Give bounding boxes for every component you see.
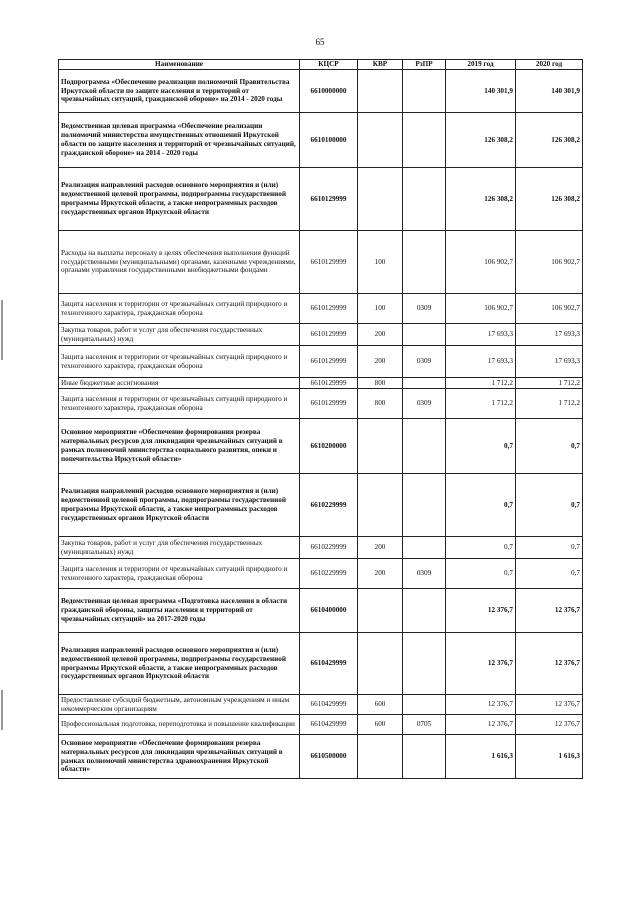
- row-2019: 12 376,7: [446, 695, 516, 715]
- row-kcsr: 6610229999: [300, 474, 358, 537]
- table-row: [59, 389, 583, 419]
- row-name: Реализация направлений расходов основного мероприятия и (или) ведомственной целевой программы, подпрограммы государственной программы Иркутской области, а также непрограммных расходов государственных органов Иркутской области: [59, 168, 300, 231]
- row-2019: 140 301,9: [446, 70, 516, 113]
- header-rzpr: РзПР: [403, 60, 446, 70]
- row-kvr: 200: [358, 537, 403, 559]
- table-row: [59, 559, 583, 589]
- row-2020: 126 308,2: [516, 113, 583, 168]
- row-kcsr: 6610500000: [300, 735, 358, 779]
- row-2019: 17 693,3: [446, 324, 516, 346]
- row-kvr: 100: [358, 294, 403, 324]
- table-header-row: [59, 60, 583, 70]
- table-row: [59, 168, 583, 231]
- row-2020: 1 712,2: [516, 389, 583, 419]
- row-rzpr: 0309: [403, 294, 446, 324]
- row-2019: 106 902,7: [446, 294, 516, 324]
- row-name: Иные бюджетные ассигнования: [59, 378, 300, 389]
- row-name: Защита населения и территории от чрезвычайных ситуаций природного и техногенного характера, гражданская оборона: [59, 294, 300, 324]
- row-kcsr: 6610229999: [300, 537, 358, 559]
- row-rzpr: [403, 633, 446, 695]
- row-kcsr: 6610129999: [300, 389, 358, 419]
- row-2020: 0,7: [516, 537, 583, 559]
- row-kcsr: 6610129999: [300, 378, 358, 389]
- row-2020: 106 902,7: [516, 294, 583, 324]
- row-rzpr: [403, 695, 446, 715]
- header-2020: 2020 год: [516, 60, 583, 70]
- row-rzpr: [403, 231, 446, 294]
- table-row: [59, 589, 583, 633]
- row-rzpr: [403, 378, 446, 389]
- row-2020: 12 376,7: [516, 695, 583, 715]
- budget-table: [58, 59, 583, 779]
- table-row: [59, 70, 583, 113]
- row-kvr: 200: [358, 346, 403, 378]
- row-2019: 1 616,3: [446, 735, 516, 779]
- header-kvr: КВР: [358, 60, 403, 70]
- table-row: [59, 346, 583, 378]
- table-row: [59, 324, 583, 346]
- scan-edge-mark: [1, 300, 3, 360]
- row-name: Защита населения и территории от чрезвычайных ситуаций природного и техногенного характера, гражданская оборона: [59, 346, 300, 378]
- page-number: 65: [315, 37, 325, 47]
- row-kcsr: 6610429999: [300, 633, 358, 695]
- header-2019: 2019 год: [446, 60, 516, 70]
- row-kvr: [358, 113, 403, 168]
- row-kcsr: 6610100000: [300, 113, 358, 168]
- row-kvr: 800: [358, 378, 403, 389]
- row-kcsr: 6610129999: [300, 294, 358, 324]
- row-name: Ведомственная целевая программа «Подготовка населения в области гражданской обороны, защиты населения и территорий от чрезвычайных ситуаций» на 2017-2020 годы: [59, 589, 300, 633]
- table-row: [59, 633, 583, 695]
- row-2019: 1 712,2: [446, 389, 516, 419]
- row-kvr: 800: [358, 389, 403, 419]
- row-name: Защита населения и территории от чрезвычайных ситуаций природного и техногенного характера, гражданская оборона: [59, 389, 300, 419]
- row-2019: 0,7: [446, 474, 516, 537]
- row-name: Ведомственная целевая программа «Обеспечение реализации полномочий министерства имущественных отношений Иркутской области по защите населения и территорий от чрезвычайных ситуаций, гражданской обороне» на 2014 - 2020 годы: [59, 113, 300, 168]
- row-name: Защита населения и территории от чрезвычайных ситуаций природного и техногенного характера, гражданская оборона: [59, 559, 300, 589]
- row-2020: 0,7: [516, 559, 583, 589]
- row-kvr: 200: [358, 559, 403, 589]
- row-2019: 106 902,7: [446, 231, 516, 294]
- row-2020: 1 712,2: [516, 378, 583, 389]
- table-row: [59, 735, 583, 779]
- row-name: Основное мероприятие «Обеспечение формирования резерва материальных ресурсов для ликвидации чрезвычайных ситуаций в рамках полномочий министерства здравоохранения Иркутской области»: [59, 735, 300, 779]
- row-rzpr: [403, 324, 446, 346]
- row-name: Профессиональная подготовка, переподготовка и повышение квалификации: [59, 715, 300, 735]
- row-kcsr: 6610129999: [300, 168, 358, 231]
- row-kcsr: 6610229999: [300, 559, 358, 589]
- row-2020: 0,7: [516, 474, 583, 537]
- row-2019: 0,7: [446, 559, 516, 589]
- row-rzpr: [403, 168, 446, 231]
- row-2019: 12 376,7: [446, 589, 516, 633]
- row-2019: 1 712,2: [446, 378, 516, 389]
- table-row: [59, 419, 583, 474]
- row-2020: 106 902,7: [516, 231, 583, 294]
- row-kvr: [358, 735, 403, 779]
- row-kvr: [358, 70, 403, 113]
- row-2020: 12 376,7: [516, 589, 583, 633]
- row-name: Предоставление субсидий бюджетным, автономным учреждениям и иным некоммерческим организациям: [59, 695, 300, 715]
- row-kvr: [358, 474, 403, 537]
- table-row: [59, 474, 583, 537]
- row-2020: 0,7: [516, 419, 583, 474]
- row-kcsr: 6610429999: [300, 715, 358, 735]
- row-2019: 126 308,2: [446, 113, 516, 168]
- row-kvr: [358, 633, 403, 695]
- table-row: [59, 378, 583, 389]
- row-2020: 140 301,9: [516, 70, 583, 113]
- row-2019: 17 693,3: [446, 346, 516, 378]
- row-rzpr: [403, 70, 446, 113]
- row-kvr: 600: [358, 695, 403, 715]
- row-rzpr: 0309: [403, 346, 446, 378]
- row-kvr: [358, 168, 403, 231]
- row-kvr: 100: [358, 231, 403, 294]
- row-rzpr: [403, 474, 446, 537]
- row-name: Реализация направлений расходов основного мероприятия и (или) ведомственной целевой программы, подпрограммы государственной программы Иркутской области, а также непрограммных расходов государственных органов Иркутской области: [59, 633, 300, 695]
- row-rzpr: [403, 735, 446, 779]
- row-2020: 126 308,2: [516, 168, 583, 231]
- row-name: Расходы на выплаты персоналу в целях обеспечения выполнения функций государственными (муниципальными) органами, казенными учреждениями, органами управления государственными внебюджетными фондами: [59, 231, 300, 294]
- row-name: Закупка товаров, работ и услуг для обеспечения государственных (муниципальных) нужд: [59, 324, 300, 346]
- row-2019: 12 376,7: [446, 715, 516, 735]
- row-kcsr: 6610129999: [300, 346, 358, 378]
- row-name: Реализация направлений расходов основного мероприятия и (или) ведомственной целевой программы, подпрограммы государственной программы Иркутской области, а также непрограммных расходов государственных органов Иркутской области: [59, 474, 300, 537]
- row-name: Основное мероприятие «Обеспечение формирования резерва материальных ресурсов для ликвидации чрезвычайных ситуаций в рамках полномочий министерства социального развития, опеки и попечительства Иркутской области»: [59, 419, 300, 474]
- row-name: Подпрограмма «Обеспечение реализации полномочий Правительства Иркутской области по защите населения и территорий от чрезвычайных ситуаций, гражданской обороне» на 2014 - 2020 годы: [59, 70, 300, 113]
- table-row: [59, 695, 583, 715]
- scan-edge-mark: [1, 690, 3, 730]
- header-kcsr: КЦСР: [300, 60, 358, 70]
- row-kcsr: 6610429999: [300, 695, 358, 715]
- row-rzpr: [403, 419, 446, 474]
- table-row: [59, 113, 583, 168]
- row-kcsr: 6610400000: [300, 589, 358, 633]
- row-2020: 12 376,7: [516, 633, 583, 695]
- row-kcsr: 6610129999: [300, 231, 358, 294]
- row-kcsr: 6610000000: [300, 70, 358, 113]
- row-2020: 17 693,3: [516, 346, 583, 378]
- row-kvr: [358, 419, 403, 474]
- row-rzpr: 0309: [403, 389, 446, 419]
- row-rzpr: 0705: [403, 715, 446, 735]
- table-row: [59, 231, 583, 294]
- row-2019: 12 376,7: [446, 633, 516, 695]
- row-name: Закупка товаров, работ и услуг для обеспечения государственных (муниципальных) нужд: [59, 537, 300, 559]
- table-row: [59, 294, 583, 324]
- row-kvr: [358, 589, 403, 633]
- table-row: [59, 715, 583, 735]
- row-2020: 17 693,3: [516, 324, 583, 346]
- row-rzpr: [403, 537, 446, 559]
- row-2019: 0,7: [446, 537, 516, 559]
- row-rzpr: 0309: [403, 559, 446, 589]
- row-2019: 126 308,2: [446, 168, 516, 231]
- table-row: [59, 537, 583, 559]
- row-kvr: 200: [358, 324, 403, 346]
- row-kcsr: 6610200000: [300, 419, 358, 474]
- row-2020: 1 616,3: [516, 735, 583, 779]
- row-kvr: 600: [358, 715, 403, 735]
- row-2019: 0,7: [446, 419, 516, 474]
- header-name: Наименование: [59, 60, 300, 70]
- row-rzpr: [403, 113, 446, 168]
- row-2020: 12 376,7: [516, 715, 583, 735]
- row-rzpr: [403, 589, 446, 633]
- row-kcsr: 6610129999: [300, 324, 358, 346]
